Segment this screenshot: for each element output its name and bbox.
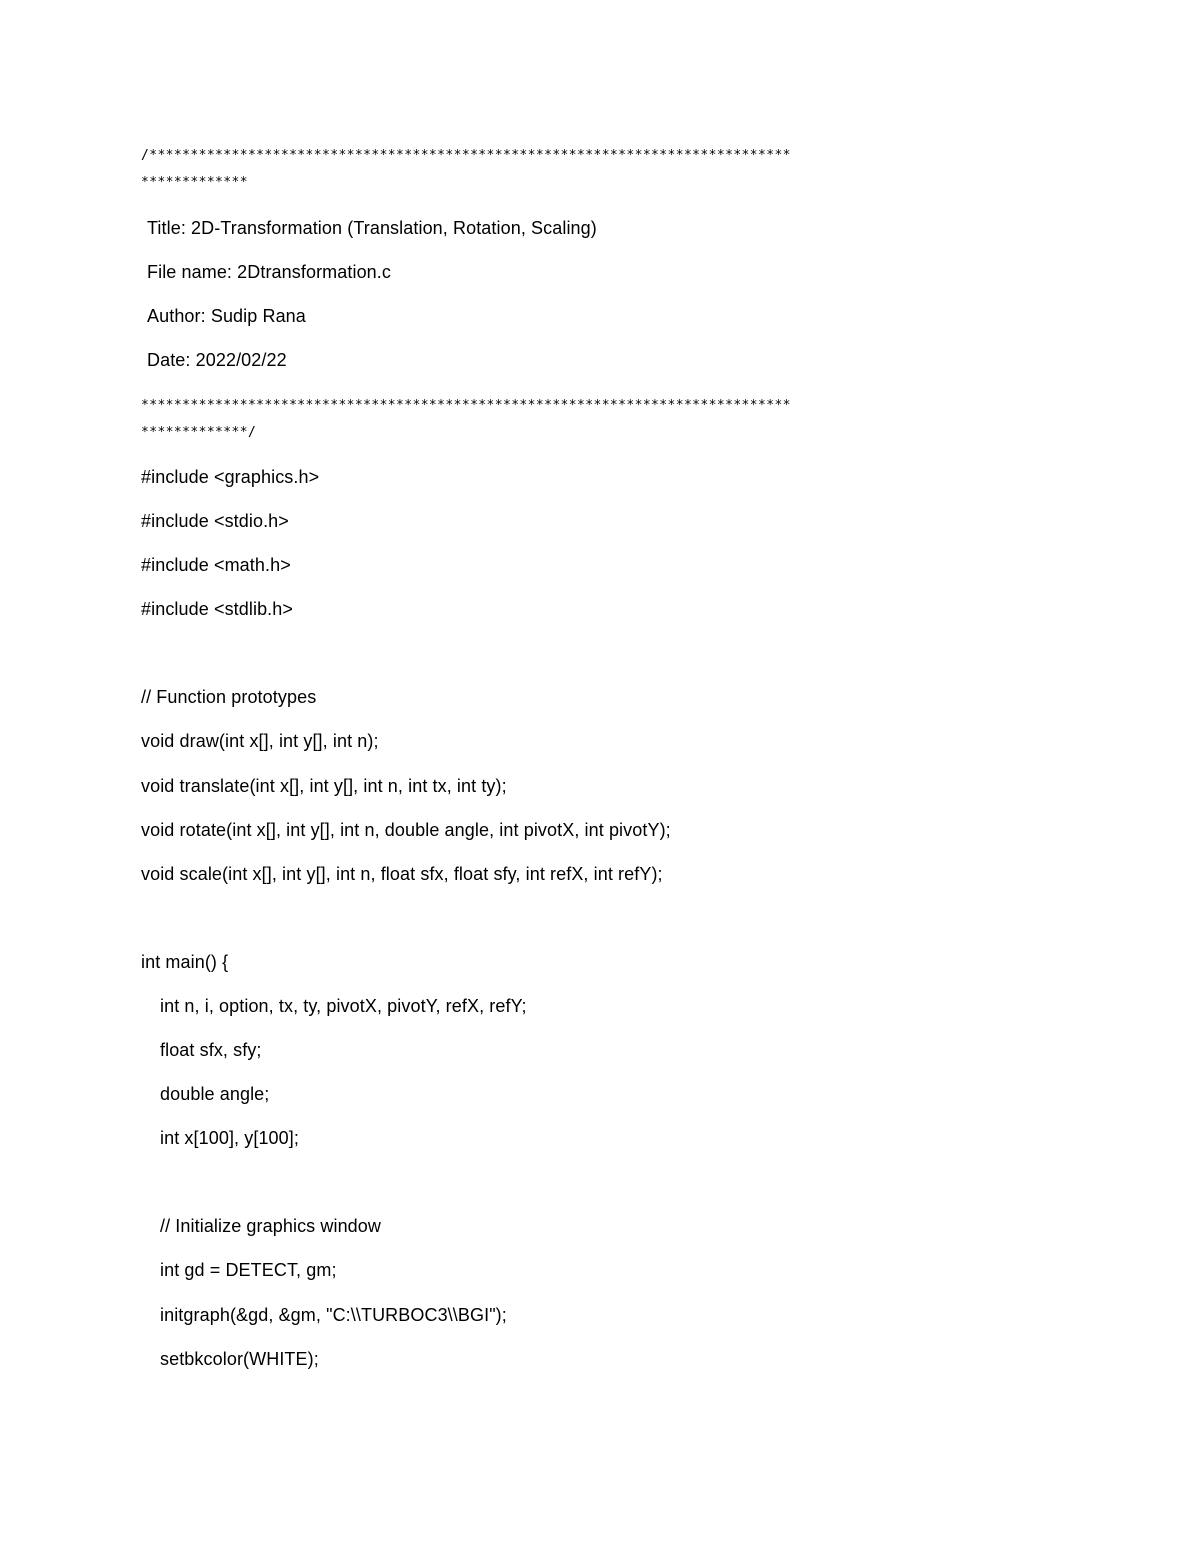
- include-line: #include <stdlib.h>: [141, 599, 294, 619]
- include-line: #include <stdio.h>: [141, 511, 289, 531]
- declaration-line: double angle;: [160, 1084, 270, 1104]
- header-file-name: File name: 2Dtransformation.c: [147, 262, 391, 282]
- declaration-line: float sfx, sfy;: [160, 1040, 262, 1060]
- prototype-line: void translate(int x[], int y[], int n, int tx, int ty);: [141, 776, 507, 796]
- prototype-line: void scale(int x[], int y[], int n, float sfx, float sfy, int refX, int refY);: [141, 864, 663, 884]
- init-line: setbkcolor(WHITE);: [160, 1349, 319, 1369]
- prototype-line: void draw(int x[], int y[], int n);: [141, 731, 379, 751]
- include-line: #include <graphics.h>: [141, 467, 320, 487]
- init-line: initgraph(&gd, &gm, "C:\\TURBOC3\\BGI");: [160, 1305, 507, 1325]
- header-comment-open-line-2: *************: [141, 175, 248, 190]
- header-author: Author: Sudip Rana: [147, 306, 306, 326]
- init-line: int gd = DETECT, gm;: [160, 1260, 337, 1280]
- header-title: Title: 2D-Transformation (Translation, Rotation, Scaling): [147, 218, 597, 238]
- include-line: #include <math.h>: [141, 555, 291, 575]
- header-comment-close-line-1: *******************************************************************************: [141, 398, 791, 413]
- declaration-line: int x[100], y[100];: [160, 1128, 299, 1148]
- prototypes-comment: // Function prototypes: [141, 687, 317, 707]
- init-comment: // Initialize graphics window: [160, 1216, 382, 1236]
- header-date: Date: 2022/02/22: [147, 350, 287, 370]
- prototype-line: void rotate(int x[], int y[], int n, double angle, int pivotX, int pivotY);: [141, 820, 671, 840]
- declaration-line: int n, i, option, tx, ty, pivotX, pivotY, refX, refY;: [160, 996, 527, 1016]
- main-signature: int main() {: [141, 952, 229, 972]
- header-comment-close-line-2: *************/: [141, 425, 257, 440]
- header-comment-open-line-1: /******************************************************************************: [141, 148, 791, 163]
